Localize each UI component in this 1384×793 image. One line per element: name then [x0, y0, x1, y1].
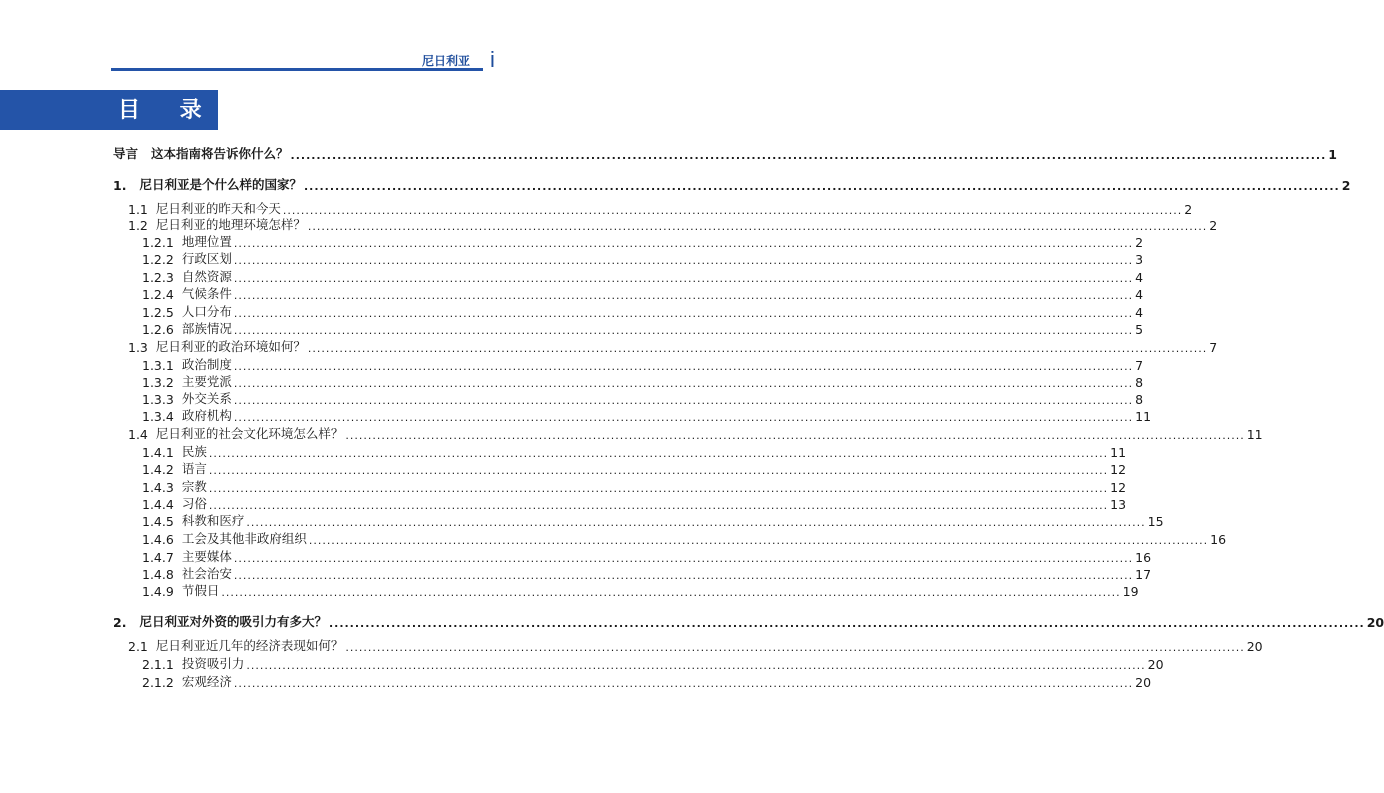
toc-entry-label: 宗教 [181, 479, 207, 494]
toc-entry-number: 1.2 [128, 218, 148, 233]
toc-entry[interactable] [142, 356, 1144, 373]
toc-leader-dots: ........................................................................................................................................................................................................ [221, 586, 1121, 599]
toc-entry-page: 4 [1135, 270, 1144, 285]
toc-entry-number: 1. [113, 178, 127, 193]
toc-entry-page: 20 [1366, 615, 1384, 630]
toc-entry-number: 1.3.2 [142, 375, 174, 390]
toc-entry-number: 1.3 [128, 340, 148, 355]
toc-entry[interactable] [113, 613, 1384, 630]
toc-entry-page: 8 [1135, 375, 1144, 390]
toc-entry-label: 行政区划 [181, 251, 232, 266]
toc-entry-page: 20 [1147, 657, 1164, 672]
toc-entry-page: 11 [1135, 409, 1152, 424]
toc-entry-number: 1.3.3 [142, 392, 174, 407]
toc-entry-number: 1.4.7 [142, 550, 174, 565]
toc-entry-number: 1.2.5 [142, 305, 174, 320]
toc-leader-dots: ........................................................................................................................................................................................................ [233, 394, 1134, 407]
toc-entry-number: 1.3.1 [142, 358, 174, 373]
toc-entry[interactable] [142, 655, 1164, 672]
toc-leader-dots: ........................................................................................................................................................................................................ [233, 324, 1134, 337]
toc-entry-label: 尼日利亚近几年的经济表现如何？ [155, 638, 344, 653]
toc-leader-dots: ........................................................................................................................................................................................................ [233, 411, 1134, 424]
toc-entry-label: 尼日利亚的昨天和今天 [155, 201, 281, 216]
toc-leader-dots: ........................................................................................................................................................................................................ [282, 204, 1183, 217]
toc-entry-page: 8 [1135, 392, 1144, 407]
toc-entry-number: 2.1 [128, 639, 148, 654]
toc-entry-page: 2 [1184, 202, 1193, 217]
toc-entry-number: 1.2.6 [142, 322, 174, 337]
toc-leader-dots: ........................................................................................................................................................................................................ [233, 569, 1134, 582]
toc-entry[interactable] [142, 582, 1139, 599]
toc-entry-number: 1.4.3 [142, 480, 174, 495]
toc-entry-number: 1.4.2 [142, 462, 174, 477]
toc-entry-number: 1.2.3 [142, 270, 174, 285]
toc-entry-number: 1.4.6 [142, 532, 174, 547]
toc-entry-page: 16 [1135, 550, 1152, 565]
toc-entry[interactable] [142, 407, 1152, 424]
toc-entry-label: 主要党派 [181, 374, 232, 389]
toc-entry-label: 自然资源 [181, 269, 232, 284]
toc-entry-page: 1 [1328, 147, 1337, 162]
toc-entry-number: 导言 [113, 146, 139, 161]
toc-leader-dots: ........................................................................................................................................................................................................ [233, 677, 1134, 690]
toc-entry-label: 人口分布 [181, 304, 232, 319]
toc-leader-dots: ........................................................................................................................................................................................................ [308, 534, 1209, 547]
toc-entry[interactable] [142, 285, 1144, 302]
toc-entry-label: 习俗 [181, 496, 207, 511]
toc-entry-page: 12 [1110, 462, 1127, 477]
toc-leader-dots: ........................................................................................................................................................................................................ [307, 220, 1208, 233]
toc-leader-dots: ........................................................................................................................................................................................................ [233, 307, 1134, 320]
toc-entry[interactable] [142, 373, 1144, 390]
toc-entry-label: 外交关系 [181, 391, 232, 406]
toc-entry-label: 尼日利亚对外资的吸引力有多大？ [139, 614, 327, 629]
toc-entry[interactable] [128, 637, 1263, 654]
toc-entry[interactable] [142, 530, 1227, 547]
toc-leader-dots: ........................................................................................................................................................................................................ [233, 272, 1134, 285]
toc-entry-label: 科教和医疗 [181, 513, 245, 528]
toc-leader-dots: ........................................................................................................................................................................................................ [233, 237, 1134, 250]
toc-entry-label: 这本指南将告诉你什么？ [151, 146, 289, 161]
toc-entry-page: 12 [1110, 480, 1127, 495]
toc-entry-number: 1.1 [128, 202, 148, 217]
toc-leader-dots: ........................................................................................................................................................................................................ [328, 617, 1365, 630]
toc-entry[interactable] [142, 548, 1152, 565]
toc-leader-dots: ........................................................................................................................................................................................................ [345, 641, 1245, 654]
toc-entry-label: 地理位置 [181, 234, 232, 249]
toc-entry-number: 1.3.4 [142, 409, 174, 424]
toc-leader-dots: ........................................................................................................................................................................................................ [208, 464, 1109, 477]
toc-entry-label: 宏观经济 [181, 674, 232, 689]
toc-entry[interactable] [142, 478, 1127, 495]
toc-leader-dots: ........................................................................................................................................................................................................ [233, 254, 1134, 267]
toc-entry[interactable] [142, 320, 1144, 337]
toc-entry-page: 4 [1135, 287, 1144, 302]
toc-entry-page: 2 [1135, 235, 1144, 250]
toc-entry[interactable] [128, 425, 1263, 442]
toc-leader-dots: ........................................................................................................................................................................................................ [233, 377, 1134, 390]
toc-entry[interactable] [142, 495, 1127, 512]
toc-entry-page: 13 [1110, 497, 1127, 512]
toc-entry-label: 部族情况 [181, 321, 232, 336]
toc-entry-page: 3 [1135, 252, 1144, 267]
toc-entry-number: 2.1.1 [142, 657, 174, 672]
toc-entry-label: 政府机构 [181, 408, 232, 423]
toc-entry-label: 气候条件 [181, 286, 232, 301]
toc-entry-label: 尼日利亚的社会文化环境怎么样？ [155, 426, 344, 441]
toc-entry-number: 1.4.1 [142, 445, 174, 460]
toc-entry-label: 投资吸引力 [181, 656, 245, 671]
toc-entry-number: 1.4.5 [142, 514, 174, 529]
toc-entry-number: 1.4.4 [142, 497, 174, 512]
toc-entry-label: 尼日利亚是个什么样的国家？ [139, 177, 302, 192]
toc-entry-number: 1.4.9 [142, 584, 174, 599]
toc-entry-page: 16 [1210, 532, 1227, 547]
toc-entry-page: 17 [1135, 567, 1152, 582]
toc-entry-label: 尼日利亚的政治环境如何？ [155, 339, 306, 354]
toc-entry-page: 11 [1110, 445, 1127, 460]
toc-leader-dots: ........................................................................................................................................................................................................ [233, 289, 1134, 302]
toc-entry[interactable] [142, 268, 1144, 285]
toc-entry-number: 1.4.8 [142, 567, 174, 582]
toc-entry-page: 7 [1209, 340, 1218, 355]
toc-entry-page: 20 [1246, 639, 1263, 654]
toc-entry[interactable] [128, 338, 1218, 355]
toc-entry[interactable] [113, 145, 1337, 162]
toc-entry-label: 政治制度 [181, 357, 232, 372]
toc-entry[interactable] [142, 460, 1127, 477]
toc-entry-label: 节假日 [181, 583, 220, 598]
toc-entry[interactable] [142, 673, 1152, 690]
toc-entry-label: 民族 [181, 444, 207, 459]
toc-title: 目 录 [118, 98, 218, 123]
toc-entry-number: 1.2.4 [142, 287, 174, 302]
toc-entry-label: 工会及其他非政府组织 [181, 531, 307, 546]
toc-leader-dots: ........................................................................................................................................................................................................ [233, 552, 1134, 565]
toc-entry-page: 19 [1122, 584, 1139, 599]
toc-entry-page: 2 [1341, 178, 1351, 193]
running-header-title: 尼日利亚 [421, 54, 470, 68]
toc-entry-label: 语言 [181, 461, 207, 476]
toc-entry-page: 4 [1135, 305, 1144, 320]
toc-leader-dots: ........................................................................................................................................................................................................ [208, 482, 1109, 495]
toc-leader-dots: ........................................................................................................................................................................................................ [233, 360, 1134, 373]
toc-leader-dots: ........................................................................................................................................................................................................ [345, 429, 1245, 442]
toc-leader-dots: ........................................................................................................................................................................................................ [290, 149, 1327, 162]
toc-entry-number: 1.2.1 [142, 235, 174, 250]
toc-entry-label: 社会治安 [181, 566, 232, 581]
toc-entry-number: 2.1.2 [142, 675, 174, 690]
toc-leader-dots: ........................................................................................................................................................................................................ [208, 499, 1109, 512]
page-number: i [490, 47, 495, 72]
toc-entry[interactable] [142, 565, 1152, 582]
toc-leader-dots: ........................................................................................................................................................................................................ [246, 659, 1146, 672]
toc-entry-label: 尼日利亚的地理环境怎样？ [155, 217, 306, 232]
toc-entry[interactable] [142, 390, 1144, 407]
toc-entry-number: 2. [113, 615, 127, 630]
toc-entry[interactable] [128, 216, 1218, 233]
toc-leader-dots: ........................................................................................................................................................................................................ [208, 447, 1109, 460]
toc-entry-page: 20 [1135, 675, 1152, 690]
toc-leader-dots: ........................................................................................................................................................................................................ [246, 516, 1146, 529]
toc-entry[interactable] [142, 250, 1144, 267]
toc-entry[interactable] [142, 233, 1144, 250]
toc-entry[interactable] [142, 443, 1127, 460]
toc-leader-dots: ........................................................................................................................................................................................................ [307, 342, 1208, 355]
toc-entry-page: 5 [1135, 322, 1144, 337]
toc-entry[interactable] [142, 303, 1144, 320]
toc-entry-page: 7 [1135, 358, 1144, 373]
toc-entry-number: 1.2.2 [142, 252, 174, 267]
toc-entry-page: 2 [1209, 218, 1218, 233]
toc-entry-page: 11 [1246, 427, 1263, 442]
toc-entry-page: 15 [1147, 514, 1164, 529]
toc-entry[interactable] [142, 512, 1164, 529]
toc-entry-label: 主要媒体 [181, 549, 232, 564]
toc-leader-dots: ........................................................................................................................................................................................................ [303, 180, 1340, 193]
toc-entry-number: 1.4 [128, 427, 148, 442]
toc-entry[interactable] [113, 176, 1351, 193]
